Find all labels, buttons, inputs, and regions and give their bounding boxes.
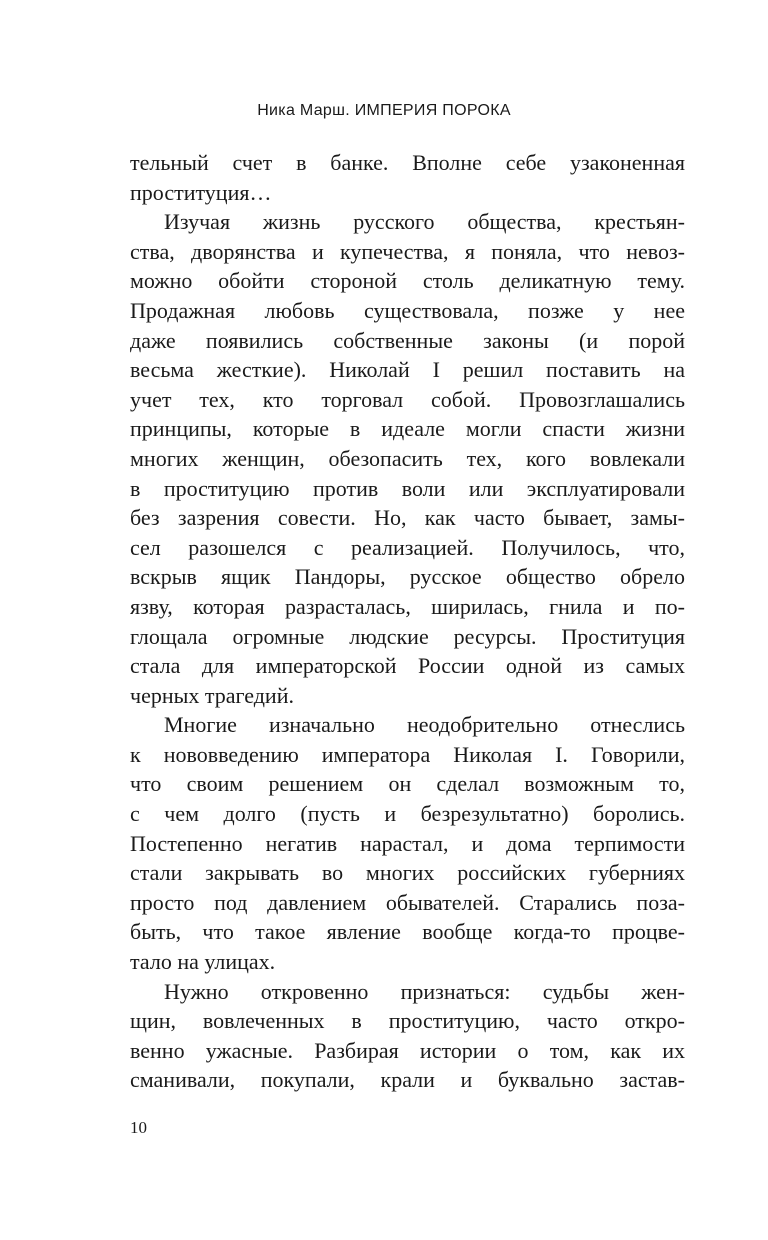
text-line: без зазрения совести. Но, как часто бывает, замы-	[130, 505, 685, 531]
text-line: к нововведению императора Николая I. Говорили,	[130, 741, 685, 767]
text-line: можно обойти стороной столь деликатную тему.	[130, 268, 685, 294]
running-head: Ника Марш. ИМПЕРИЯ ПОРОКА	[257, 102, 511, 119]
paragraph	[130, 710, 685, 976]
text-line: учет тех, кто торговал собой. Провозглашались	[130, 386, 685, 412]
text-line: Многие изначально неодобрительно отнеслись	[164, 712, 685, 738]
text-line: язву, которая разрасталась, ширилась, гнила и по-	[130, 593, 685, 619]
text-line: черных трагедий.	[130, 682, 294, 708]
paragraph	[130, 148, 685, 207]
text-line: просто под давлением обывателей. Старались поза-	[130, 889, 685, 915]
text-line: тало на улицах.	[130, 949, 276, 975]
text-line: Изучая жизнь русского общества, крестьян-	[164, 209, 685, 235]
text-line: тельный счет в банке. Вполне себе узаконенная	[130, 150, 685, 175]
text-line: сманивали, покупали, крали и буквально застав-	[130, 1067, 685, 1093]
text-line: сел разошелся с реализацией. Получилось, что,	[130, 534, 685, 560]
paragraph	[130, 207, 685, 710]
text-line: ства, дворянства и купечества, я поняла, что невоз-	[130, 238, 685, 264]
text-line: в проституцию против воли или эксплуатировали	[130, 475, 685, 501]
body-text	[130, 148, 685, 1095]
text-line: Нужно откровенно признаться: судьбы жен-	[164, 978, 685, 1004]
text-line: с чем долго (пусть и безрезультатно) боролись.	[130, 801, 685, 827]
text-line: многих женщин, обезопасить тех, кого вовлекали	[130, 445, 685, 471]
text-line: щин, вовлеченных в проституцию, часто откро-	[130, 1008, 685, 1034]
text-line: Продажная любовь существовала, позже у нее	[130, 297, 685, 323]
text-line: проституция…	[130, 179, 272, 205]
page-number: 10	[130, 1118, 147, 1137]
text-line: глощала огромные людские ресурсы. Проституция	[130, 623, 685, 649]
text-line: что своим решением он сделал возможным то,	[130, 771, 685, 797]
text-line: быть, что такое явление вообще когда-то процве-	[130, 919, 685, 945]
text-line: даже появились собственные законы (и порой	[130, 327, 685, 353]
text-line: Постепенно негатив нарастал, и дома терпимости	[130, 830, 685, 856]
paragraph	[130, 977, 685, 1095]
text-line: вскрыв ящик Пандоры, русское общество обрело	[130, 564, 685, 590]
text-line: стали закрывать во многих российских губерниях	[130, 860, 685, 886]
text-line: весьма жесткие). Николай I решил поставить на	[130, 357, 685, 383]
text-line: принципы, которые в идеале могли спасти жизни	[130, 416, 685, 442]
text-line: стала для императорской России одной из самых	[130, 653, 685, 679]
text-line: венно ужасные. Разбирая истории о том, как их	[130, 1037, 685, 1063]
